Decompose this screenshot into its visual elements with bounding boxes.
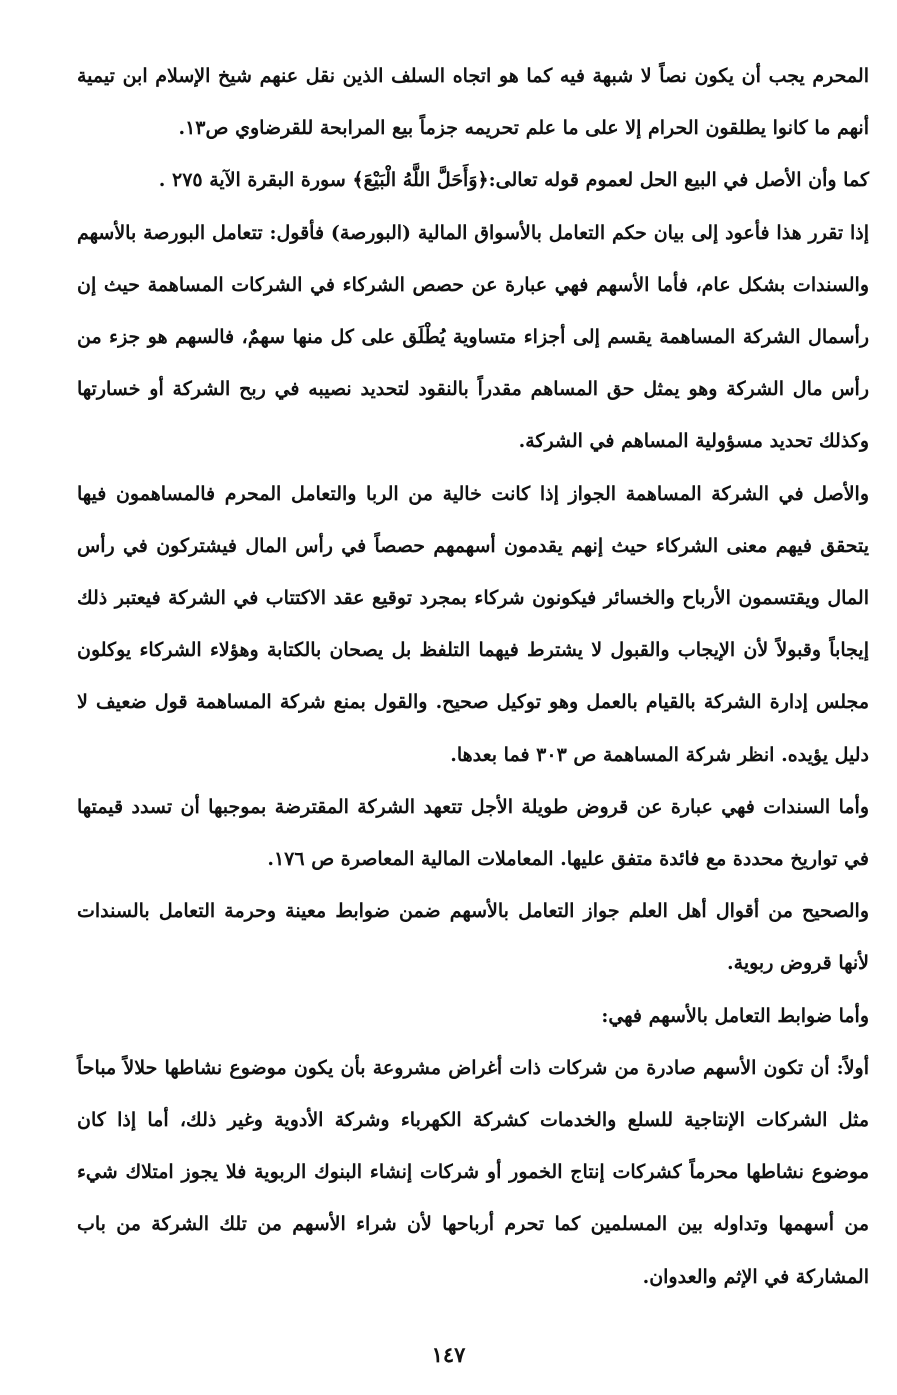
body-text (77, 50, 869, 1303)
page-number: ١٤٧ (431, 1342, 466, 1367)
paragraph-stocks-definition: إذا تقرر هذا فأعود إلى بيان حكم التعامل بالأسواق المالية (البورصة) فأقول: تتعامل البورصة بالأسهم والسندات بشكل عام، فأما الأسهم فهي عبارة عن حصص الشركاء في الشركات المساهمة حيث إن رأسمال الشركة المساهمة يقسم إلى أجزاء متساوية يُطْلَق على كل منها سهمٌ، فالسهم هو جزء من رأس مال الشركة وهو يمثل حق المساهم مقدراً بالنقود لتحديد نصيبه في ربح الشركة أو خسارتها وكذلك تحديد مسؤولية المساهم في الشركة. (77, 221, 869, 453)
paragraph-controls-heading: وأما ضوابط التعامل بالأسهم فهي: (601, 1004, 869, 1027)
paragraph-quran-verse: كما وأن الأصل في البيع الحل لعموم قوله تعالى:﴿وَأَحَلَّ اللَّهُ الْبَيْعَ﴾ سورة البقرة الآية ٢٧٥ . (158, 169, 869, 192)
paragraph-continuation: المحرم يجب أن يكون نصاً لا شبهة فيه كما هو اتجاه السلف الذين نقل عنهم شيخ الإسلام ابن تيمية أنهم ما كانوا يطلقون الحرام إلا على ما علم تحريمه جزماً بيع المرابحة للقرضاوي ص١٣. (77, 65, 869, 140)
paragraph-joint-stock-company: والأصل في الشركة المساهمة الجواز إذا كانت خالية من الربا والتعامل المحرم فالمساهمون فيها يتحقق فيهم معنى الشركاء حيث إنهم يقدمون أسهمهم حصصاً في رأس المال فيشتركون في رأس المال ويقتسمون الأرباح والخسائر فيكونون شركاء بمجرد توقيع عقد الاكتتاب في الشركة فيعتبر ذلك إيجاباً وقبولاً لأن الإيجاب والقبول لا يشترط فيهما التلفظ بل يصحان بالكتابة وهؤلاء الشركاء يوكلون مجلس إدارة الشركة بالقيام بالعمل وهو توكيل صحيح. والقول بمنع شركة المساهمة قول ضعيف لا دليل يؤيده. انظر شركة المساهمة ص ٣٠٣ فما بعدها. (77, 482, 869, 766)
paragraph-bonds-definition: وأما السندات فهي عبارة عن قروض طويلة الأجل تتعهد الشركة المقترضة بموجبها أن تسدد قيمتها في تواريخ محددة مع فائدة متفق عليها. المعاملات المالية المعاصرة ص ١٧٦. (77, 795, 869, 871)
paragraph-ruling: والصحيح من أقوال أهل العلم جواز التعامل بالأسهم ضمن ضوابط معينة وحرمة التعامل بالسندات لأنها قروض ربوية. (77, 900, 869, 975)
paragraph-first-control: أولاً: أن تكون الأسهم صادرة من شركات ذات أغراض مشروعة بأن يكون موضوع نشاطها حلالاً مباحاً مثل الشركات الإنتاجية للسلع والخدمات كشركة الكهرباء وشركة الأدوية وغير ذلك، أما إذا كان موضوع نشاطها محرماً كشركات إنتاج الخمور أو شركات إنشاء البنوك الربوية فلا يجوز امتلاك شيء من أسهمها وتداوله بين المسلمين كما تحرم أرباحها لأن شراء الأسهم من تلك الشركة من باب المشاركة في الإثم والعدوان. (77, 1056, 870, 1288)
